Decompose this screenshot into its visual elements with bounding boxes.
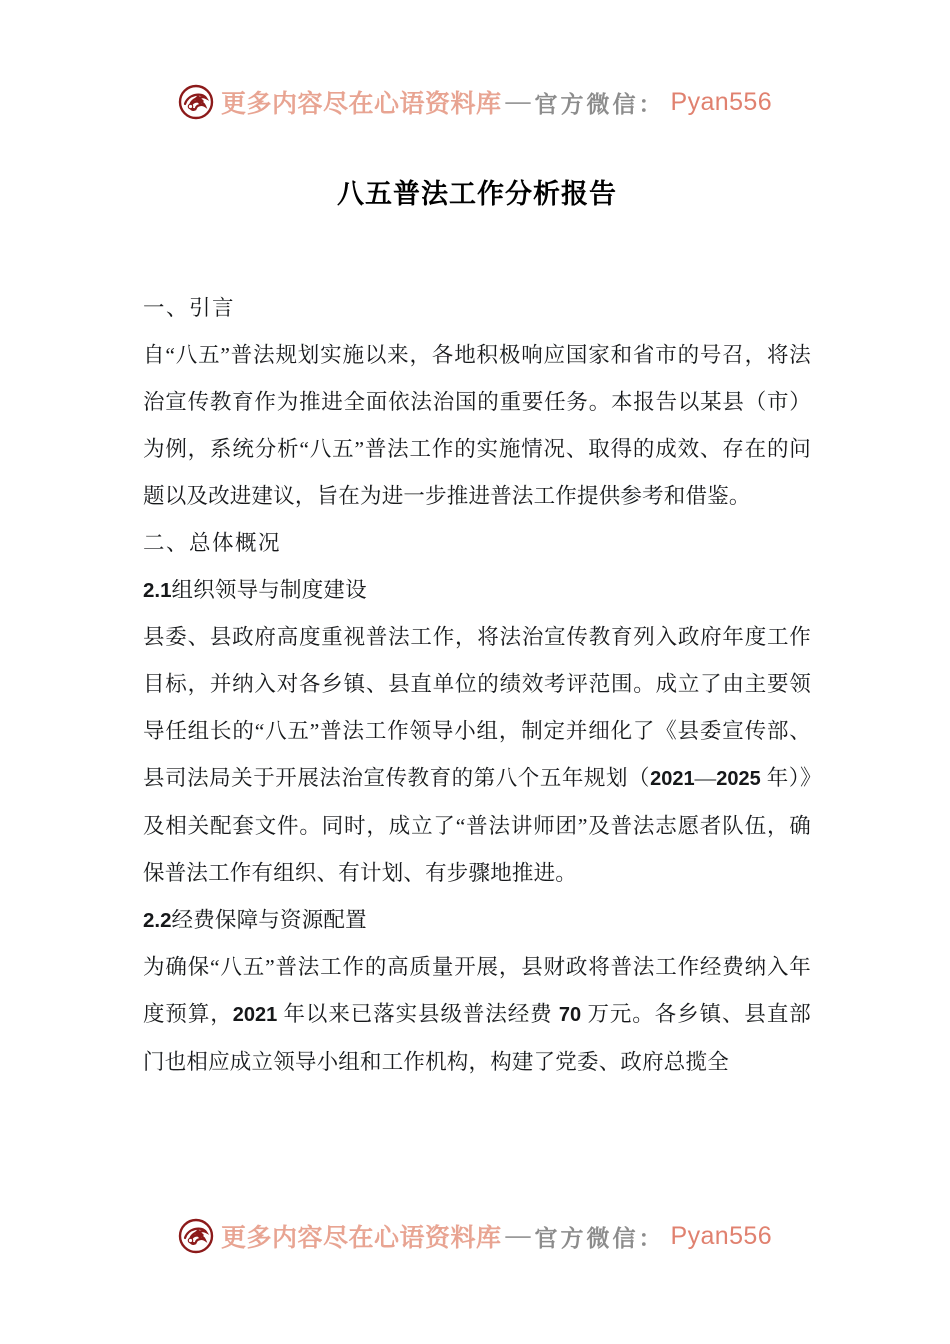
paragraph-intro: 自“八五”普法规划实施以来，各地积极响应国家和省市的号召，将法治宣传教育作为推进全面依法治国的重要任务。本报告以某县（市）为例，系统分析“八五”普法工作的实施情况、取得的成效、存在的问题以及改进建议，旨在为进一步推进普法工作提供参考和借鉴。 [143,342,811,508]
run-number: 2021 [232,1003,278,1026]
watermark-wechat-handle: Pyan556 [670,87,772,116]
watermark-dash: — [505,88,531,115]
xinyu-library-logo-icon [178,1218,214,1254]
watermark-wechat-handle: Pyan556 [670,1221,772,1250]
heading-2-2-number: 2.2 [143,908,172,932]
watermark-footer [0,1218,950,1254]
run-text: 万元。各乡镇、县直部门也相应成立领导小组和工作机构，构建了党委、政府总揽全 [143,1001,811,1074]
run-text: 年）》及相关配套文件。同时，成立了“普法讲师团”及普法志愿者队伍，确保普法工作有组织、有计划、有步骤地推进。 [143,765,811,885]
heading-2-1-label: 组织领导与制度建设 [171,577,367,602]
paragraph-2-2 [143,944,811,1086]
heading-intro: 一、引言 [143,295,236,320]
heading-overview: 二、总体概况 [143,530,282,555]
paragraph-2-1 [143,614,811,897]
run-number: 2025 [716,767,761,790]
watermark-brand-text: 更多内容尽在心语资料库 [220,91,502,118]
xinyu-library-logo-icon [178,84,214,120]
watermark-wechat-label: 官方微信： [534,91,665,117]
watermark-dash: — [505,1222,531,1249]
document-body [143,160,811,1086]
page-title: 八五普法工作分析报告 [337,179,617,209]
run-number: 70 [558,1003,582,1026]
heading-2-2 [143,897,811,944]
heading-2-2-label: 经费保障与资源配置 [171,907,367,932]
run-text: 年以来已落实县级普法经费 [277,1001,559,1026]
watermark-header [0,84,950,120]
run-number: 2021 [650,767,695,790]
heading-2-1-number: 2.1 [143,578,172,602]
run-text: — [694,765,717,790]
run-text: 为确保“八五”普法工作的高质量开展，县财政将普法工作经费纳入年度预算， [143,954,811,1026]
heading-2-1 [143,567,811,614]
run-text: 县委、县政府高度重视普法工作，将法治宣传教育列入政府年度工作目标，并纳入对各乡镇、县直单位的绩效考评范围。成立了由主要领导任组长的“八五”普法工作领导小组，制定并细化了《县委宣传部、县司法局关于开展法治宣传教育的第八个五年规划（ [143,624,811,790]
title-spacer [143,215,811,285]
watermark-brand-text: 更多内容尽在心语资料库 [220,1225,502,1252]
watermark-wechat-label: 官方微信： [534,1225,665,1251]
